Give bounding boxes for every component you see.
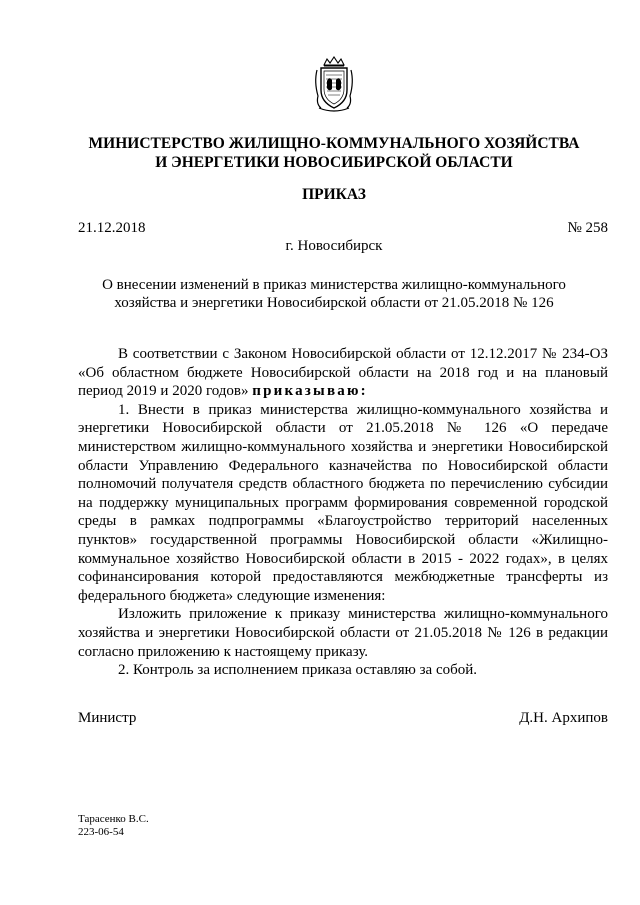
item1-change-paragraph: Изложить приложение к приказу министерства жилищно-коммунального хозяйства и энергетики Новосибирской области от 21.05.2018 № 126 в редакции согласно приложению к настоящему приказу. xyxy=(78,606,608,660)
executor-name: Тарасенко В.С. xyxy=(78,813,149,825)
signature-role: Министр xyxy=(78,710,137,726)
order-word: приказываю: xyxy=(252,383,368,400)
executor-phone: 223-06-54 xyxy=(78,826,124,838)
signature-name: Д.Н. Архипов xyxy=(519,710,608,726)
preamble-paragraph xyxy=(78,345,608,401)
document-date: 21.12.2018 xyxy=(78,220,146,236)
subject-line2: хозяйства и энергетики Новосибирской области от 21.05.2018 № 126 xyxy=(114,295,554,311)
coat-of-arms-icon xyxy=(313,56,355,112)
ministry-name-line1: МИНИСТЕРСТВО ЖИЛИЩНО-КОММУНАЛЬНОГО ХОЗЯЙСТВА xyxy=(88,135,580,152)
preamble-text: В соответствии с Законом Новосибирской области от 12.12.2017 № 234-ОЗ «Об областном бюджете Новосибирской области на 2018 год и на плановый период 2019 и 2020 годов» xyxy=(78,346,608,400)
document-body xyxy=(78,345,608,680)
document-number: № 258 xyxy=(567,220,608,236)
item2-paragraph: 2. Контроль за исполнением приказа оставляю за собой. xyxy=(118,662,478,679)
subject-line1: О внесении изменений в приказ министерства жилищно-коммунального xyxy=(102,277,566,293)
document-type: ПРИКАЗ xyxy=(302,186,366,203)
ministry-name-line2: И ЭНЕРГЕТИКИ НОВОСИБИРСКОЙ ОБЛАСТИ xyxy=(155,154,513,171)
item1-paragraph: 1. Внести в приказ министерства жилищно-коммунального хозяйства и энергетики Новосибирской области от 21.05.2018 № 126 «О передаче министерством жилищно-коммунального хозяйства и энергетики Новосибирской области Управлению Федерального казначейства по Новосибирской области полномочий получателя средств областного бюджета по перечислению субсидии на поддержку муниципальных программ формирования современной городской среды в рамках подпрограммы «Благоустройство территорий населенных пунктов» государственной программы Новосибирской области «Жилищно-коммунальное хозяйство Новосибирской области в 2015 - 2022 годах», в целях софинансирования которой предоставляются межбюджетные трансферты из федерального бюджета» следующие изменения: xyxy=(78,401,608,604)
document-city: г. Новосибирск xyxy=(285,238,383,254)
